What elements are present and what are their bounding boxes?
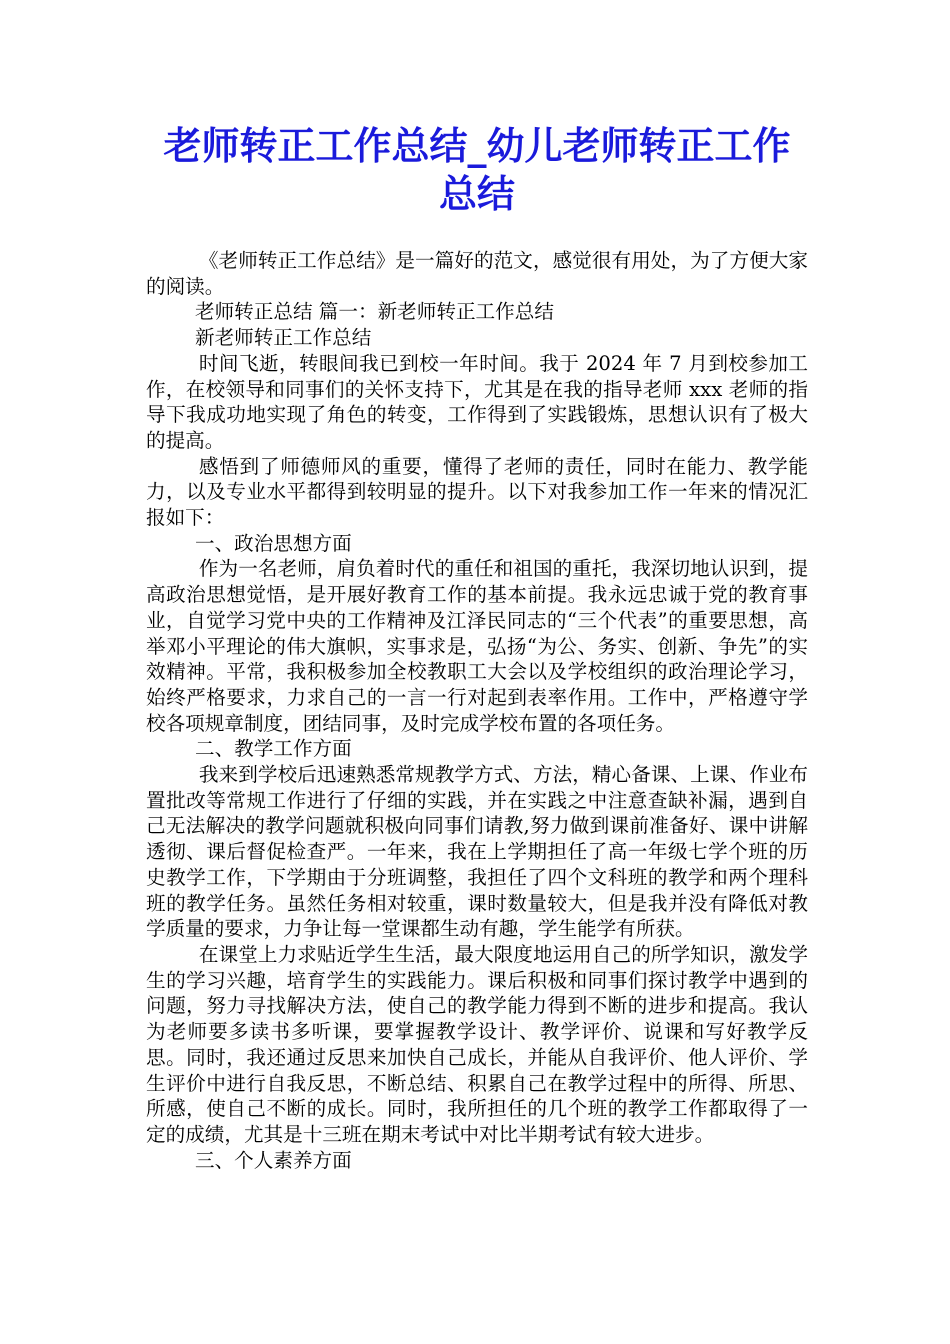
body-paragraph: 我来到学校后迅速熟悉常规教学方式、方法，精心备课、上课、作业布置批改等常规工作进行了仔细的实践，并在实践之中注意查缺补漏，遇到自己无法解决的教学问题就积极向同事们请教,努力做到课前准备好、课中讲解透彻、课后督促检查严。一年来，我在上学期担任了高一年级七学个班的历史教学工作，下学期由于分班调整，我担任了四个文科班的教学和两个理科班的教学任务。虽然任务相对较重，课时数量较大，但是我并没有降低对教学质量的要求，力争让每一堂课都生动有趣，学生能学有所获。 [146,763,808,941]
body-paragraph: 在课堂上力求贴近学生生活，最大限度地运用自己的所学知识，激发学生的学习兴趣，培育学生的实践能力。课后积极和同事们探讨教学中遇到的问题，努力寻找解决方法，使自己的教学能力得到不断的进步和提高。我认为老师要多读书多听课，要掌握教学设计、教学评价、说课和写好教学反思。同时，我还通过反思来加快自己成长，并能从自我评价、他人评价、学生评价中进行自我反思，不断总结、积累自己在教学过程中的所得、所思、所感，使自己不断的成长。同时，我所担任的几个班的教学工作都取得了一定的成绩，尤其是十三班在期末考试中对比半期考试有较大进步。 [146,942,808,1146]
body-paragraph: 作为一名老师，肩负着时代的重任和祖国的重托，我深切地认识到，提高政治思想觉悟，是开展好教育工作的基本前提。我永远忠诚于党的教育事业，自觉学习党中央的工作精神及江泽民同志的“三个代表”的重要思想，高举邓小平理论的伟大旗帜，实事求是，弘扬“为公、务实、创新、争先”的实效精神。平常，我积极参加全校教职工大会以及学校组织的政治理论学习，始终严格要求，力求自己的一言一行对起到表率作用。工作中，严格遵守学校各项规章制度，团结同事，及时完成学校布置的各项任务。 [146,557,808,735]
body-paragraph: 感悟到了师德师风的重要，懂得了老师的责任，同时在能力、教学能力，以及专业水平都得到较明显的提升。以下对我参加工作一年来的情况汇报如下： [146,454,808,530]
section-heading-politics: 一、政治思想方面 [195,531,352,555]
subtitle-heading: 新老师转正工作总结 [195,326,372,350]
body-paragraph: 时间飞逝，转眼间我已到校一年时间。我于 2024 年 7 月到校参加工作，在校领导和同事们的关怀支持下，尤其是在我的指导老师 xxx 老师的指导下我成功地实现了角色的转变，工作得到了实践锻炼，思想认识有了极大的提高。 [146,351,808,452]
document-body [146,248,808,1173]
document-title: 老师转正工作总结_幼儿老师转正工作总结 [163,124,791,216]
section-heading-part-one: 老师转正总结 篇一：新老师转正工作总结 [195,300,554,324]
section-heading-personal: 三、个人素养方面 [195,1148,352,1172]
document-page [146,122,808,1173]
section-heading-teaching: 二、教学工作方面 [195,737,352,761]
intro-paragraph: 《老师转正工作总结》是一篇好的范文，感觉很有用处，为了方便大家的阅读。 [146,249,808,298]
